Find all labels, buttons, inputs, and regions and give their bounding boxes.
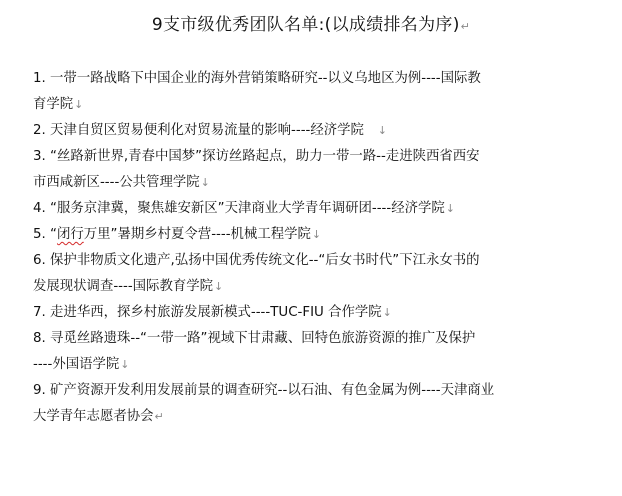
list-item [33, 248, 601, 274]
list-item-continuation [33, 404, 601, 430]
list-item-text: 3. “丝路新世界,青春中国梦”探访丝路起点，助力一带一路--走进陕西省西安 [33, 149, 480, 164]
list-item-text: 发展现状调查----国际教育学院 [33, 279, 214, 294]
line-break-mark-icon: ↓ [200, 176, 210, 189]
list-item-text: 6. 保护非物质文化遗产,弘扬中国优秀传统文化--“后女书时代”下江永女书的 [33, 253, 480, 268]
list-item-text: 万里”暑期乡村夏令营----机械工程学院 [83, 227, 311, 242]
list-item [33, 144, 601, 170]
list-item-text: 9. 矿产资源开发利用发展前景的调查研究--以石油、有色金属为例----天津商业 [33, 383, 495, 398]
team-list [33, 66, 601, 430]
line-break-mark-icon: ↓ [445, 202, 455, 215]
list-item-text: 8. 寻觅丝路遗珠--“一带一路”视域下甘肃藏、回特色旅游资源的推广及保护 [33, 331, 476, 346]
list-item-text: ----外国语学院 [33, 357, 120, 372]
line-break-mark-icon: ↓ [120, 358, 130, 371]
document-title: 9支市级优秀团队名单:(以成绩排名为序) [151, 15, 460, 35]
list-item [33, 326, 601, 352]
line-break-mark-icon: ↓ [377, 124, 387, 137]
list-item-text: 5. “ [33, 227, 57, 242]
list-item-text: 市西咸新区----公共管理学院 [33, 175, 200, 190]
list-item [33, 118, 601, 144]
list-item-text: 1. 一带一路战略下中国企业的海外营销策略研究--以义乌地区为例----国际教 [33, 71, 481, 86]
list-item [33, 66, 601, 92]
list-item-text: 2. 天津自贸区贸易便利化对贸易流量的影响----经济学院 [33, 123, 377, 138]
line-break-mark-icon: ↓ [311, 228, 322, 241]
list-item-continuation [33, 170, 601, 196]
line-break-mark-icon: ↓ [382, 306, 392, 319]
list-item-text: 7. 走进华西，探乡村旅游发展新模式----TUC-FIU 合作学院 [33, 305, 382, 320]
line-break-mark-icon: ↓ [74, 98, 84, 111]
paragraph-mark-icon: ↵ [460, 20, 471, 33]
list-item [33, 300, 601, 326]
list-item [33, 196, 601, 222]
list-item [33, 222, 601, 248]
list-item-text: 4. “服务京津冀，聚焦雄安新区”天津商业大学青年调研团----经济学院 [33, 201, 445, 216]
line-break-mark-icon: ↓ [214, 280, 224, 293]
list-item-continuation [33, 274, 601, 300]
list-item [33, 378, 601, 404]
list-item-continuation [33, 352, 601, 378]
list-item-text: 育学院 [33, 97, 74, 112]
spellcheck-flagged-text: 闭行 [56, 227, 84, 242]
list-item-text: 大学青年志愿者协会 [33, 409, 154, 424]
paragraph-mark-icon: ↵ [154, 410, 164, 423]
list-item-continuation [33, 92, 601, 118]
document-title-line [0, 13, 622, 39]
